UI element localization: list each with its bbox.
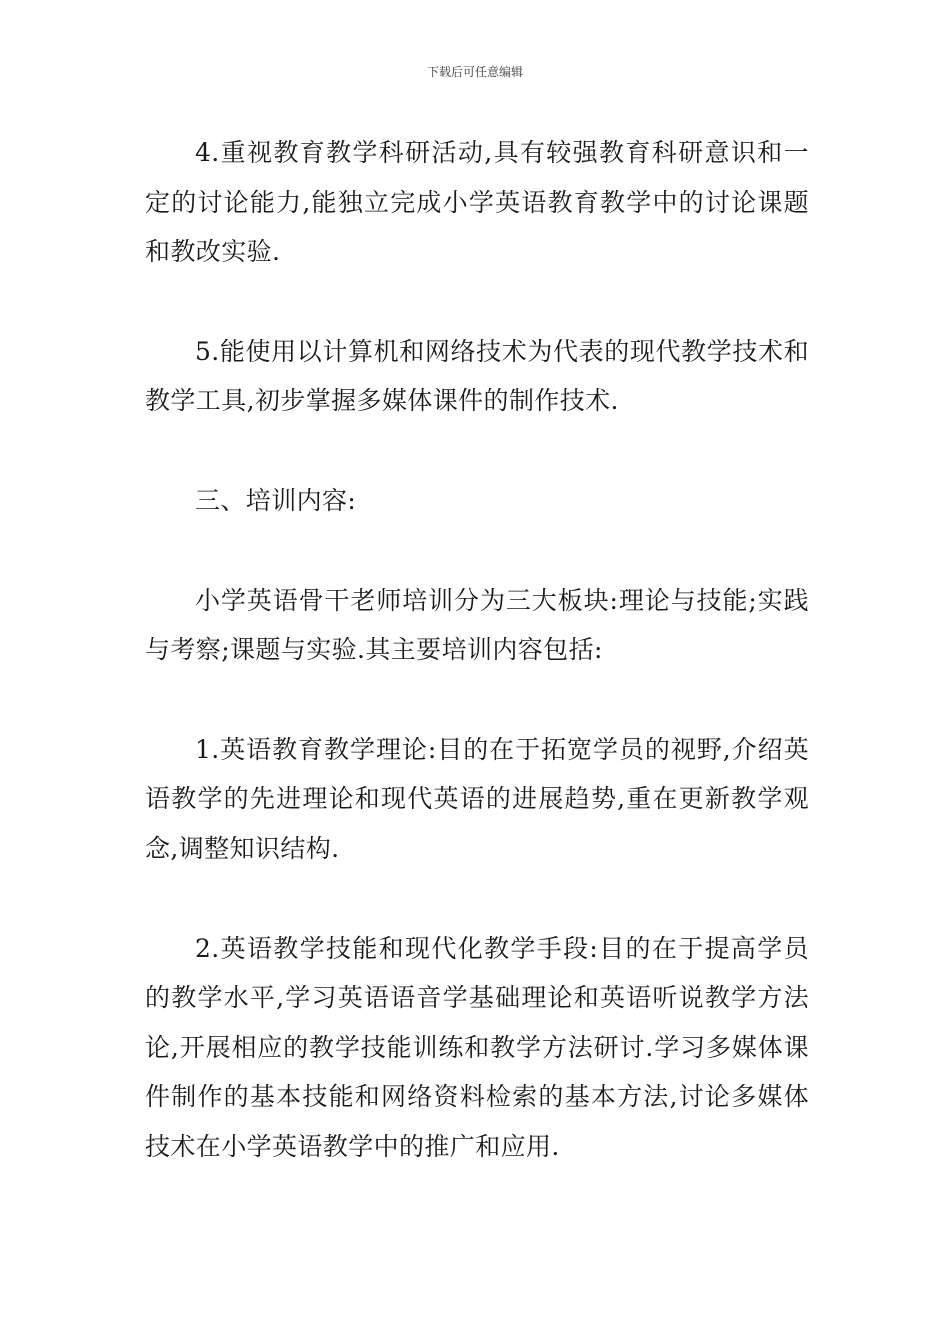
- paragraph-gap: [145, 874, 809, 924]
- paragraph-item-4: 4.重视教育教学科研活动,具有较强教育科研意识和一定的讨论能力,能独立完成小学英语教育教学中的讨论课题和教改实验.: [145, 138, 809, 267]
- paragraph-gap: [145, 675, 809, 725]
- paragraph-training-overview: 小学英语骨干老师培训分为三大板块:理论与技能;实践与考察;课题与实验.其主要培训内容包括:: [145, 585, 809, 665]
- paragraph-item-5: 5.能使用以计算机和网络技术为代表的现代教学技术和教学工具,初步掌握多媒体课件的制作技术.: [145, 336, 809, 416]
- section-heading-training-content: 三、培训内容:: [195, 485, 357, 515]
- paragraph-content-2: 2.英语教学技能和现代化教学手段:目的在于提高学员的教学水平,学习英语语音学基础理论和英语听说教学方法论,开展相应的教学技能训练和教学方法研讨.学习多媒体课件制作的基本技能和网络资料检索的基本方法,讨论多媒体技术在小学英语教学中的推广和应用.: [145, 933, 809, 1161]
- paragraph-gap: [145, 277, 809, 327]
- paragraph-gap: [145, 426, 809, 476]
- page-header-note: 下载后可任意编辑: [426, 65, 523, 79]
- document-body: [145, 128, 809, 1172]
- paragraph-content-1: 1.英语教育教学理论:目的在于拓宽学员的视野,介绍英语教学的先进理论和现代英语的进展趋势,重在更新教学观念,调整知识结构.: [145, 734, 809, 863]
- paragraph-gap: [145, 526, 809, 576]
